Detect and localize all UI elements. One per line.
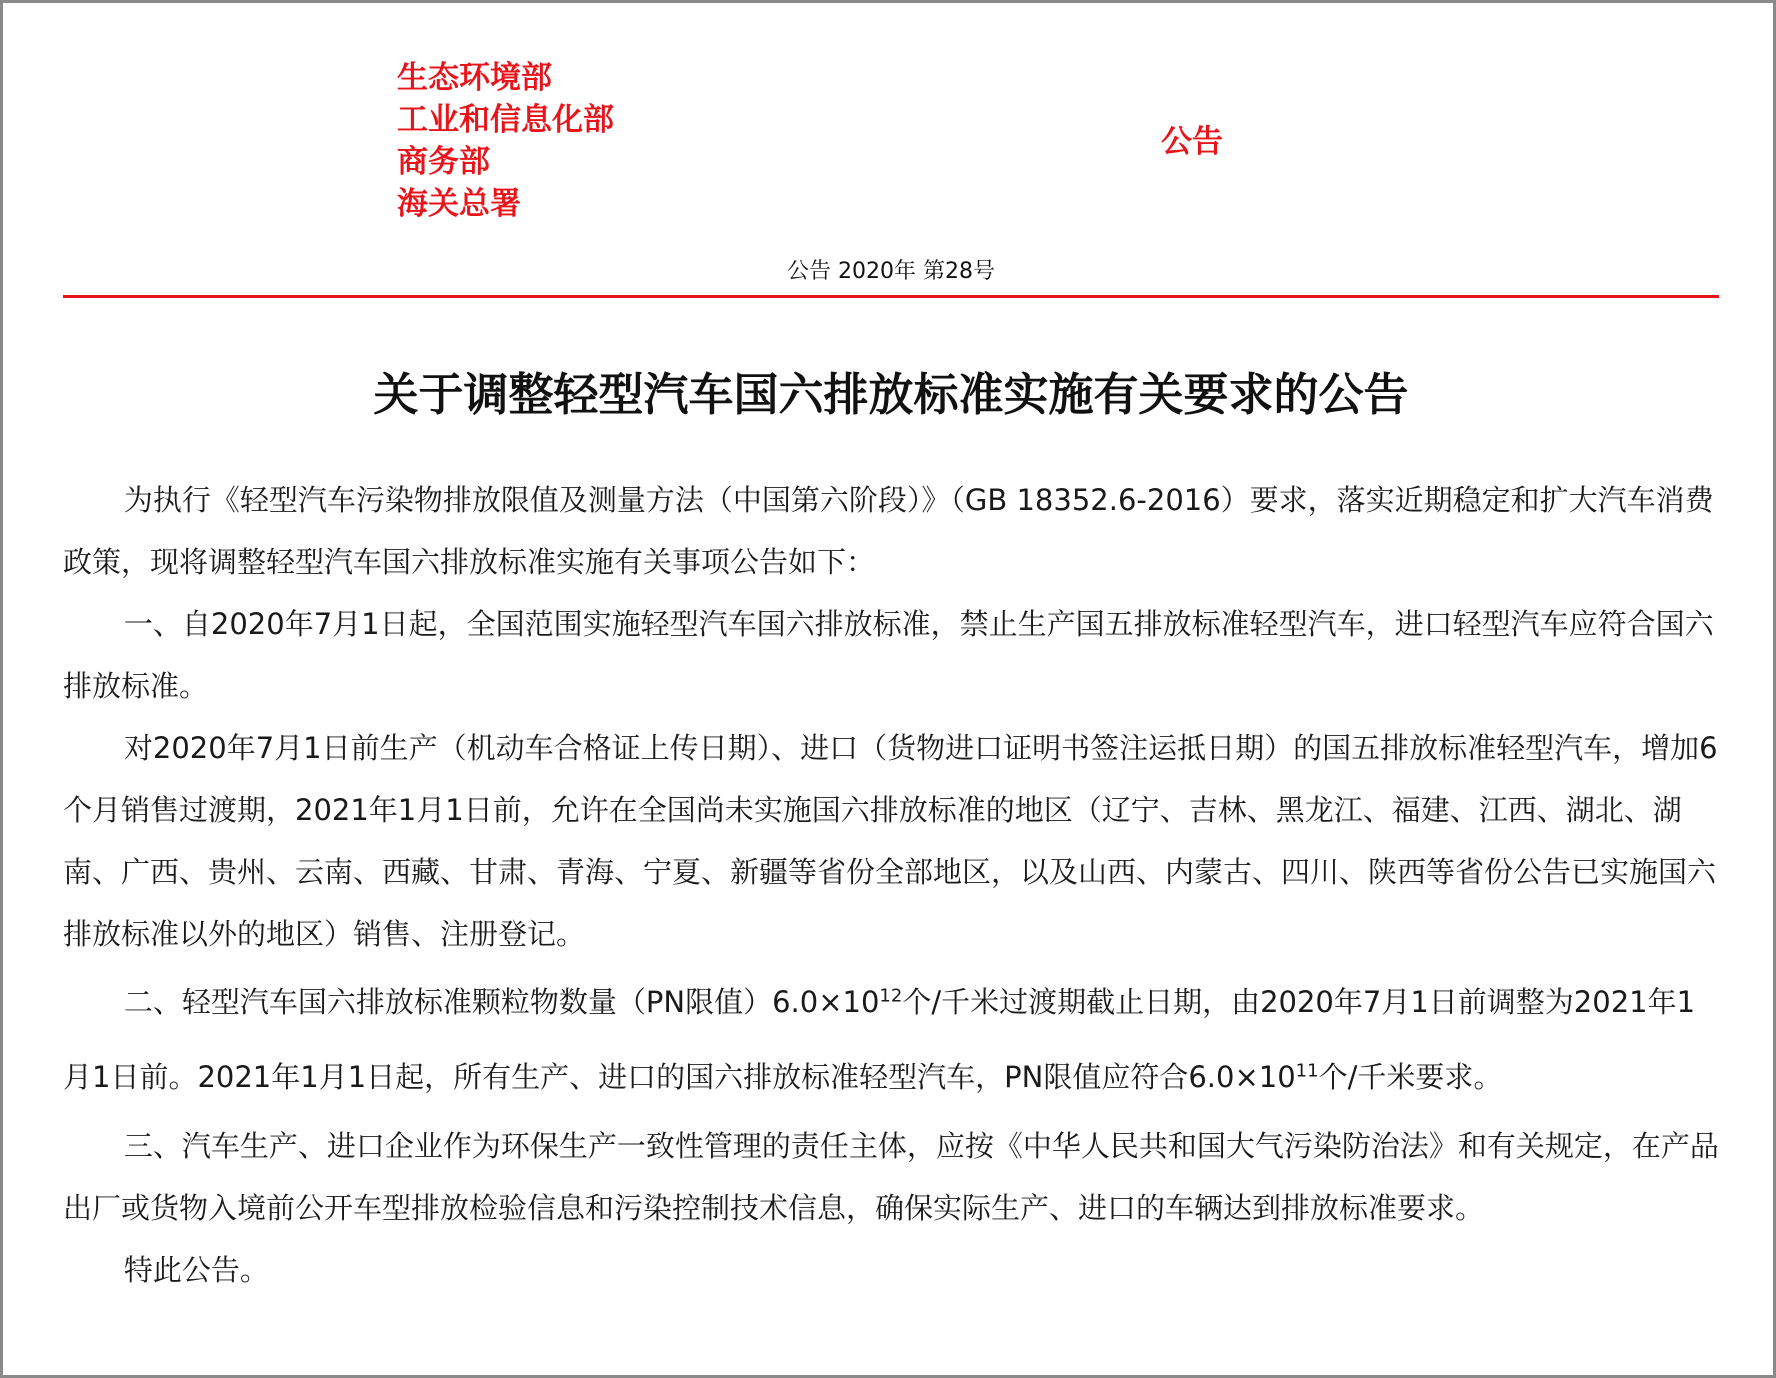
paragraph-intro: 为执行《轻型汽车污染物排放限值及测量方法（中国第六阶段）》（GB 18352.6-2016）要求，落实近期稳定和扩大汽车消费政策，现将调整轻型汽车国六排放标准实施有关事项公告如下： [63,483,1714,579]
item-2-exponent-2: 11 [1295,1060,1319,1082]
item-2-text-part-1: 二、轻型汽车国六排放标准颗粒物数量（PN限值）6.0×10 [123,985,880,1019]
paragraph-item-1-continued: 对2020年7月1日前生产（机动车合格证上传日期）、进口（货物进口证明书签注运抵日期）的国五排放标准轻型汽车，增加6个月销售过渡期，2021年1月1日前，允许在全国尚未实施国六排放标准的地区（辽宁、吉林、黑龙江、福建、江西、湖北、湖南、广西、贵州、云南、西藏、甘肃、青海、宁夏、新疆等省份全部地区，以及山西、内蒙古、四川、陕西等省份公告已实施国六排放标准以外的地区）销售、注册登记。 [63,731,1718,951]
paragraph-item-1: 一、自2020年7月1日起，全国范围实施轻型汽车国六排放标准，禁止生产国五排放标准轻型汽车，进口轻型汽车应符合国六排放标准。 [63,607,1714,703]
issuer-customs: 海关总署 [397,186,521,222]
document-body [63,469,1723,1301]
paragraph-item-3: 三、汽车生产、进口企业作为环保生产一致性管理的责任主体，应按《中华人民共和国大气污染防治法》和有关规定，在产品出厂或货物入境前公开车型排放检验信息和污染控制技术信息，确保实际生产、进口的车辆达到排放标准要求。 [63,1129,1719,1225]
issuer-ministry-ecology-environment: 生态环境部 [397,60,552,96]
document-number: 公告 2020年 第28号 [787,259,995,284]
item-2-text-part-2: 个/千米过渡期截止日期，由2020年7月1日前调整为2021年1月1日前。2021年1月1日起，所有生产、进口的国六排放标准轻型汽车，PN限值应符合6.0×10 [63,985,1696,1094]
paragraph-closing: 特此公告。 [123,1253,269,1287]
item-2-text-part-3: 个/千米要求。 [1318,1060,1503,1094]
paragraph-item-2 [63,965,1723,1115]
red-divider [63,295,1719,298]
item-2-exponent-1: 12 [879,985,903,1007]
page-title: 关于调整轻型汽车国六排放标准实施有关要求的公告 [373,368,1409,421]
issuer-ministry-commerce: 商务部 [397,144,490,180]
issuer-ministry-industry-it: 工业和信息化部 [397,102,614,138]
issuing-authorities [397,57,614,225]
notice-label: 公告 [1161,124,1223,160]
